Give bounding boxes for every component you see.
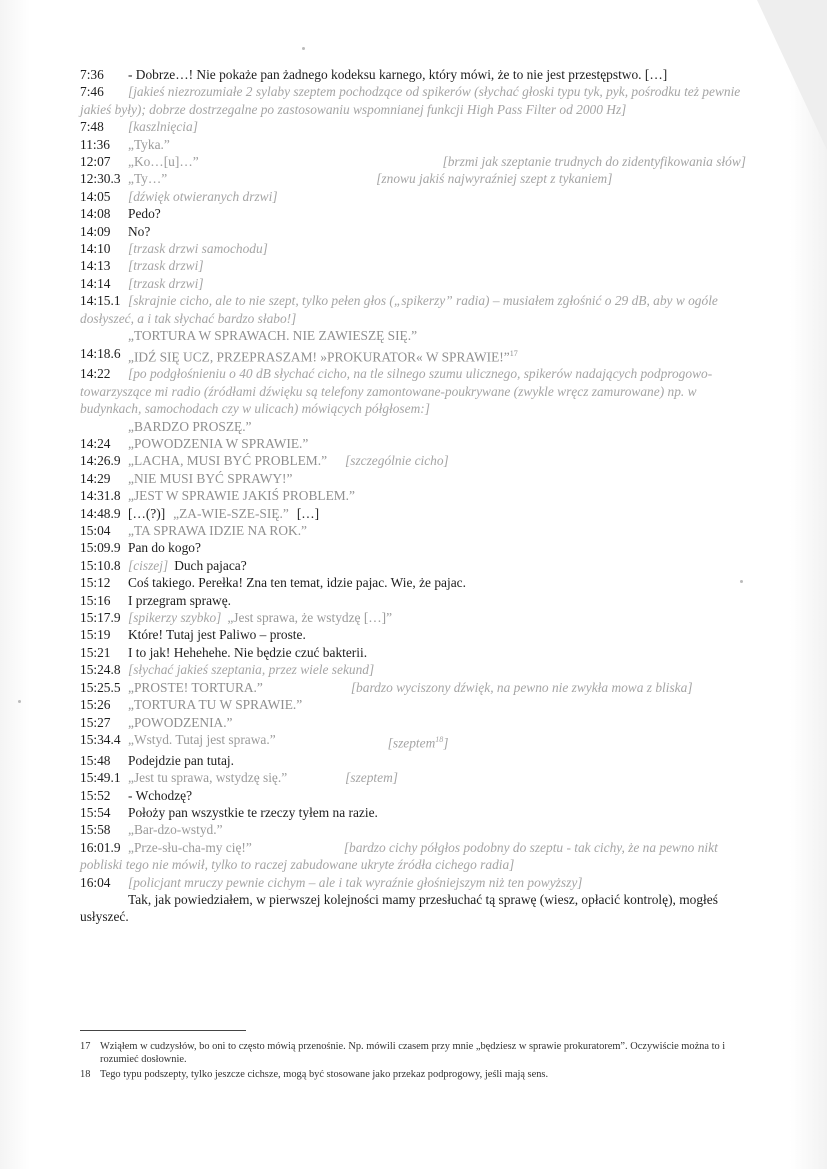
speech-text: Które! Tutaj jest Paliwo – proste. bbox=[128, 627, 306, 643]
annotation: [bardzo cichy półgłos podobny do szeptu - tak cichy, że na pewno nikt pobliski tego nie mówił, tylko to raczej zabudowane ukryte źródła cichego radia] bbox=[80, 839, 718, 873]
transcript-row bbox=[80, 223, 746, 240]
transcript-row bbox=[80, 522, 746, 539]
scan-speck bbox=[302, 47, 305, 50]
timestamp: 15:26 bbox=[80, 697, 111, 713]
speech-text: Podejdzie pan tutaj. bbox=[128, 752, 234, 768]
speech-text: „Wstyd. Tutaj jest sprawa.” bbox=[128, 731, 276, 747]
scan-speck bbox=[18, 700, 21, 703]
footnote-ref: 18 bbox=[435, 734, 444, 744]
speech-text: „Bar-dzo-wstyd.” bbox=[128, 822, 223, 838]
annotation: [bardzo wyciszony dźwięk, na pewno nie zwykła mowa z bliska] bbox=[350, 679, 693, 695]
annotation: [trzask drzwi] bbox=[128, 258, 204, 274]
transcript-row bbox=[80, 696, 746, 713]
transcript-row bbox=[80, 626, 746, 643]
annotation: [skrajnie cicho, ale to nie szept, tylko pełen głos („spikerzy” radia) – musiałem zgłośnić o 29 dB, aby w ogóle dosłyszeć, a i tak słychać bardzo słabo!] bbox=[80, 293, 718, 326]
timestamp: 15:27 bbox=[80, 714, 111, 730]
transcript-row bbox=[80, 609, 746, 626]
speech-text: „IDŹ SIĘ UCZ, PRZEPRASZAM! »PROKURATOR« W SPRAWIE!” bbox=[128, 348, 510, 364]
timestamp: 15:12 bbox=[80, 575, 111, 591]
speech-text: „POWODZENIA.” bbox=[128, 714, 233, 730]
timestamp: 15:19 bbox=[80, 627, 111, 643]
timestamp: 15:17.9 bbox=[80, 610, 121, 626]
speech-text: „ZA-WIE-SZE-SIĘ.” bbox=[173, 505, 289, 521]
speech-text: „Prze-słu-cha-my cię!” bbox=[128, 839, 252, 855]
transcript-body bbox=[80, 66, 746, 926]
speech-text: „Tyka.” bbox=[128, 136, 170, 152]
timestamp: 14:09 bbox=[80, 223, 111, 239]
timestamp: 11:36 bbox=[80, 136, 111, 152]
page-corner-fold bbox=[757, 0, 827, 150]
transcript-row bbox=[80, 240, 746, 257]
speech-text: Coś takiego. Perełka! Zna ten temat, idzie pajac. Wie, że pajac. bbox=[128, 575, 466, 591]
timestamp: 14:48.9 bbox=[80, 505, 121, 521]
speech-text: - Dobrze…! Nie pokaże pan żadnego kodeksu karnego, który mówi, że to nie jest przestępstwo. […] bbox=[128, 67, 668, 82]
speech-text: I to jak! Hehehehe. Nie będzie czuć bakterii. bbox=[128, 644, 368, 660]
timestamp: 15:24.8 bbox=[80, 662, 121, 678]
speech-text: „TA SPRAWA IDZIE NA ROK.” bbox=[128, 523, 307, 539]
annotation: [dźwięk otwieranych drzwi] bbox=[128, 188, 278, 204]
annotation: [ciszej] bbox=[128, 557, 169, 573]
timestamp: 15:34.4 bbox=[80, 731, 121, 747]
timestamp: 15:48 bbox=[80, 752, 111, 768]
timestamp: 7:46 bbox=[80, 84, 104, 100]
speech-text: Pan do kogo? bbox=[128, 540, 201, 556]
transcript-row bbox=[80, 661, 746, 678]
timestamp: 14:18.6 bbox=[80, 345, 121, 361]
timestamp: 15:21 bbox=[80, 644, 111, 660]
transcript-row bbox=[80, 83, 746, 118]
transcript-row bbox=[80, 574, 746, 591]
annotation: [szczególnie cicho] bbox=[345, 453, 449, 469]
annotation: [jakieś niezrozumiałe 2 sylaby szeptem pochodzące od spikerów (słychać głoski typu tyk, pyk, pośrodku też pewnie jakieś były); dobrze dostrzegalne po zastosowaniu wspomnianej funkcji High Pass Filter od 2000 Hz] bbox=[80, 84, 741, 117]
annotation: [szeptem] bbox=[345, 770, 398, 786]
transcript-row bbox=[80, 752, 746, 769]
timestamp: 12:30.3 bbox=[80, 171, 121, 187]
footnote-text: Tego typu podszepty, tylko jeszcze cichsze, mogą być stosowane jako przekaz podprogowy, jeśli mają sens. bbox=[100, 1069, 549, 1080]
transcript-row bbox=[80, 874, 746, 891]
speech-text: „LACHA, MUSI BYĆ PROBLEM.” bbox=[128, 453, 328, 469]
speech-text: „Ko…[u]…” bbox=[128, 154, 199, 170]
speech-text: „NIE MUSI BYĆ SPRAWY!” bbox=[128, 470, 293, 486]
timestamp: 15:09.9 bbox=[80, 540, 121, 556]
transcript-row bbox=[80, 731, 746, 752]
speech-text: „JEST W SPRAWIE JAKIŚ PROBLEM.” bbox=[128, 488, 355, 504]
transcript-row bbox=[80, 205, 746, 222]
transcript-row bbox=[80, 170, 746, 187]
transcript-row bbox=[80, 487, 746, 504]
footnote-number: 18 bbox=[80, 1069, 91, 1080]
speech-text: „TORTURA W SPRAWACH. NIE ZAWIESZĘ SIĘ.” bbox=[128, 328, 418, 344]
footnote-18 bbox=[80, 1068, 746, 1081]
speech-text: No? bbox=[128, 223, 151, 239]
timestamp: 14:26.9 bbox=[80, 453, 121, 469]
timestamp: 14:10 bbox=[80, 241, 111, 257]
footnotes bbox=[80, 1030, 746, 1081]
timestamp: 14:29 bbox=[80, 470, 111, 486]
transcript-row bbox=[80, 557, 746, 574]
speech-text: Duch pajaca? bbox=[174, 557, 247, 573]
timestamp: 14:08 bbox=[80, 206, 111, 222]
annotation: [trzask drzwi samochodu] bbox=[128, 241, 268, 257]
timestamp: 15:52 bbox=[80, 787, 111, 803]
speech-text: Pedo? bbox=[128, 206, 161, 222]
annotation: [po podgłośnieniu o 40 dB słychać cicho, na tle silnego szumu ulicznego, spikerów nadających podprogowo-towarzyszące mi radio (źródłami dźwięku są telefony zamontowane-poukrywane (zwykle wręcz zamurowane) np. w budynkach, samochodach czy w ulicach) mówiących półgłosem:] bbox=[80, 366, 713, 417]
transcript-row bbox=[80, 257, 746, 274]
annotation-close: ] bbox=[443, 735, 449, 751]
timestamp: 15:49.1 bbox=[80, 770, 121, 786]
transcript-row bbox=[80, 435, 746, 452]
timestamp: 15:54 bbox=[80, 805, 111, 820]
transcript-row bbox=[80, 839, 746, 874]
timestamp: 7:36 bbox=[80, 67, 104, 82]
speech-text: „TORTURA TU W SPRAWIE.” bbox=[128, 697, 303, 713]
timestamp: 16:04 bbox=[80, 874, 111, 890]
speech-text: „Ty…” bbox=[128, 171, 168, 187]
speech-text: - Wchodzę? bbox=[128, 787, 193, 803]
annotation: [znowu jakiś najwyraźniej szept z tykaniem] bbox=[376, 171, 613, 187]
speech-text: Położy pan wszystkie te rzeczy tyłem na razie. bbox=[128, 805, 378, 820]
transcript-row bbox=[80, 345, 746, 366]
timestamp: 14:24 bbox=[80, 436, 111, 451]
transcript-row bbox=[80, 470, 746, 487]
timestamp: 14:14 bbox=[80, 275, 111, 291]
speech-text: „POWODZENIA W SPRAWIE.” bbox=[128, 436, 309, 451]
transcript-row bbox=[80, 452, 746, 469]
footnote-17 bbox=[80, 1040, 746, 1066]
timestamp: 14:05 bbox=[80, 188, 111, 204]
transcript-row bbox=[80, 679, 746, 696]
timestamp: 14:13 bbox=[80, 258, 111, 274]
annotation: [policjant mruczy pewnie cichym – ale i tak wyraźnie głośniejszym niż ten powyższy] bbox=[128, 874, 583, 890]
speech-text: „BARDZO PROSZĘ.” bbox=[128, 418, 252, 434]
timestamp: 14:22 bbox=[80, 366, 111, 382]
annotation: [brzmi jak szeptanie trudnych do zidentyfikowania słów] bbox=[442, 154, 746, 170]
transcript-row bbox=[80, 539, 746, 556]
transcript-row bbox=[80, 769, 746, 786]
timestamp: 14:15.1 bbox=[80, 293, 121, 309]
transcript-row bbox=[80, 592, 746, 609]
footnote-number: 17 bbox=[80, 1041, 91, 1052]
annotation: [szeptem bbox=[387, 735, 436, 751]
timestamp: 7:48 bbox=[80, 119, 104, 135]
transcript-row bbox=[80, 821, 746, 838]
footnote-rule bbox=[80, 1030, 246, 1031]
transcript-row bbox=[80, 66, 746, 83]
transcript-row bbox=[80, 714, 746, 731]
timestamp: 15:10.8 bbox=[80, 557, 121, 573]
speech-text: „PROSTE! TORTURA.” bbox=[128, 679, 263, 695]
transcript-row bbox=[80, 275, 746, 292]
speech-text: […] bbox=[296, 505, 320, 521]
transcript-row bbox=[80, 505, 746, 522]
transcript-row bbox=[80, 136, 746, 153]
transcript-row bbox=[80, 153, 746, 170]
transcript-row bbox=[80, 188, 746, 205]
transcript-row bbox=[80, 787, 746, 804]
timestamp: 15:58 bbox=[80, 822, 111, 838]
speech-text: I przegram sprawę. bbox=[128, 592, 231, 608]
footnote-ref: 17 bbox=[509, 348, 518, 358]
transcript-row bbox=[80, 365, 746, 417]
timestamp: 15:16 bbox=[80, 592, 111, 608]
timestamp: 14:31.8 bbox=[80, 488, 121, 504]
annotation: [spikerzy szybko] bbox=[128, 610, 222, 626]
footnote-text: Wziąłem w cudzysłów, bo oni to często mówią przenośnie. Np. mówili czasem przy mnie „będziesz w sprawie prokuratorem”. Oczywiście można to i rozumieć dosłownie. bbox=[100, 1041, 726, 1065]
annotation: [kaszlnięcia] bbox=[128, 119, 198, 135]
transcript-row bbox=[80, 292, 746, 327]
timestamp: 15:25.5 bbox=[80, 679, 121, 695]
speech-text: […(?)] bbox=[128, 505, 166, 521]
speech-paragraph: Tak, jak powiedziałem, w pierwszej kolejności mamy przesłuchać tą sprawę (wiesz, opłacić kontrolę), mogłeś usłyszeć. bbox=[80, 892, 718, 925]
annotation: [trzask drzwi] bbox=[128, 275, 204, 291]
transcript-row bbox=[80, 804, 746, 821]
speech-text: „Jest tu sprawa, wstydzę się.” bbox=[128, 770, 288, 786]
timestamp: 15:04 bbox=[80, 523, 111, 539]
transcript-row bbox=[80, 644, 746, 661]
speech-text: „Jest sprawa, że wstydzę […]” bbox=[227, 610, 393, 626]
timestamp: 16:01.9 bbox=[80, 839, 121, 855]
annotation: [słychać jakieś szeptania, przez wiele sekund] bbox=[128, 662, 375, 678]
timestamp: 12:07 bbox=[80, 154, 111, 170]
transcript-row bbox=[80, 118, 746, 135]
